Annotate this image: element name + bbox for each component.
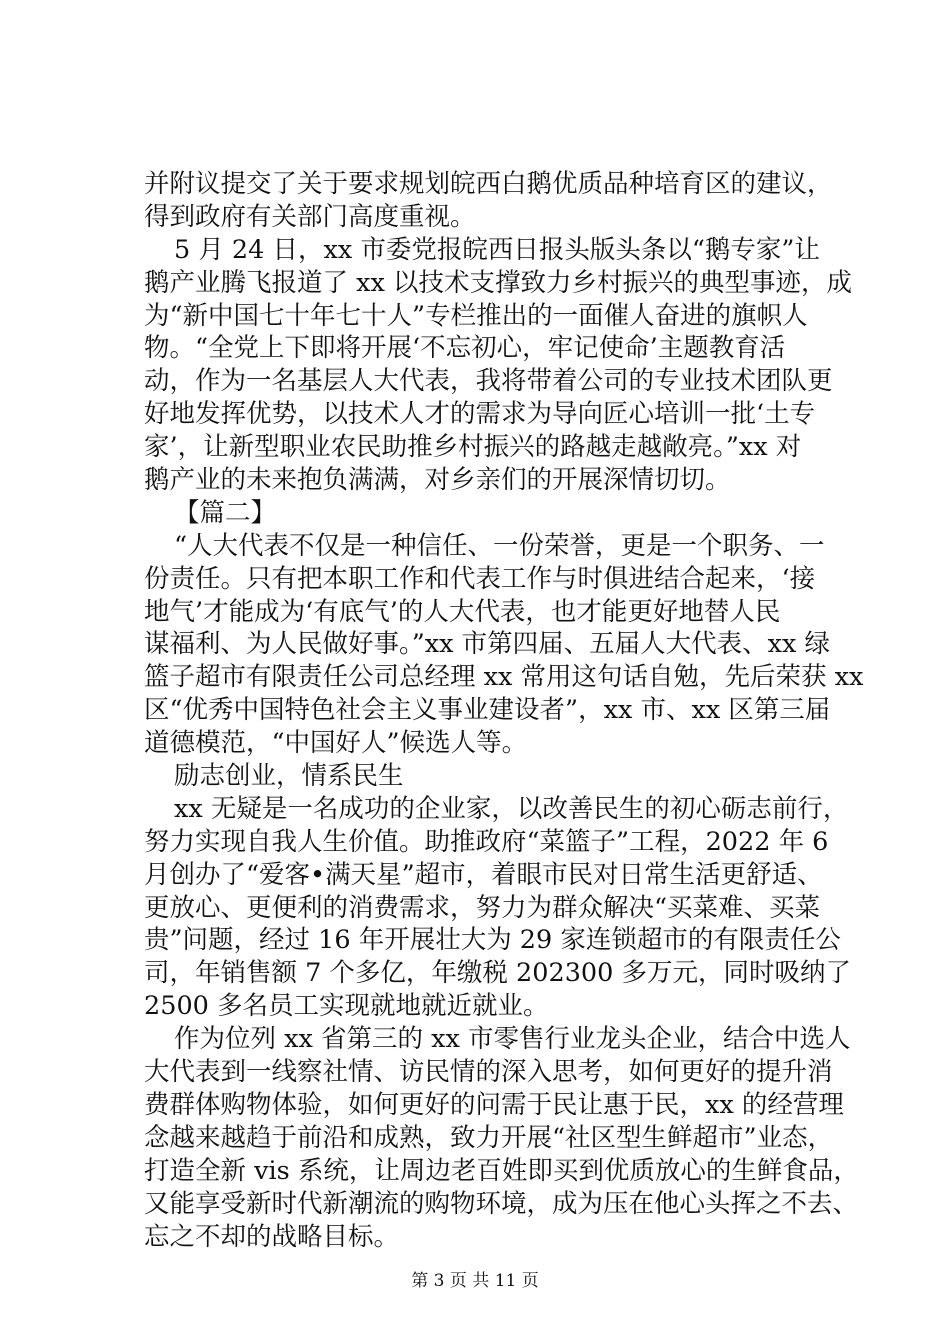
text-line: 家’，让新型职业农民助推乡村振兴的路越走越敞亮。”xx 对 <box>144 432 802 463</box>
document-body <box>144 168 864 1253</box>
text-line: 费群体购物体验，如何更好的问需于民让惠于民，xx 的经营理 <box>144 1089 844 1120</box>
text-line: 得到政府有关部门高度重视。 <box>144 201 476 232</box>
text-line: 忘之不却的战略目标。 <box>144 1221 400 1252</box>
subheading: 励志创业，情系民生 <box>174 761 404 792</box>
text-line: 司，年销售额 7 个多亿，年缴税 202300 多万元，同时吸纳了 <box>144 958 851 989</box>
text-line: 鹅产业腾飞报道了 xx 以技术支撑致力乡村振兴的典型事迹，成 <box>144 267 852 298</box>
text-line: 贵”问题，经过 16 年开展壮大为 29 家连锁超市的有限责任公 <box>144 925 841 956</box>
text-line: 念越来越趋于前沿和成熟，致力开展“社区型生鲜超市”业态， <box>144 1122 834 1153</box>
text-line: 更放心、更便利的消费需求，努力为群众解决“买菜难、买菜 <box>144 892 821 923</box>
text-line: 谋福利、为人民做好事。”xx 市第四届、五届人大代表、xx 绿 <box>144 629 831 660</box>
text-line: 2500 多名员工实现就地就近就业。 <box>144 991 549 1022</box>
text-line: “人大代表不仅是一种信任、一份荣誉，更是一个职务、一 <box>174 530 825 561</box>
text-line: 好地发挥优势，以技术人才的需求为导向匠心培训一批‘土专 <box>144 399 816 430</box>
text-line: xx 无疑是一名成功的企业家，以改善民生的初心砺志前行， <box>174 793 849 824</box>
text-line: 打造全新 vis 系统，让周边老百姓即买到优质放心的生鲜食品， <box>144 1155 859 1186</box>
text-line: 物。“全党上下即将开展‘不忘初心，牢记使命’主题教育活 <box>144 333 786 364</box>
text-line: 又能享受新时代新潮流的购物环境，成为压在他心头挥之不去、 <box>144 1188 859 1219</box>
text-line: 5 月 24 日，xx 市委党报皖西日报头版头条以“鹅专家”让 <box>174 234 820 265</box>
text-line: 份责任。只有把本职工作和代表工作与时俱进结合起来，‘接 <box>144 563 816 594</box>
text-line: 区“优秀中国特色社会主义事业建设者”，xx 市、xx 区第三届 <box>144 695 831 726</box>
text-line: 道德模范，“中国好人”候选人等。 <box>144 728 528 759</box>
text-line: 鹅产业的未来抱负满满，对乡亲们的开展深情切切。 <box>144 465 731 496</box>
text-line: 月创办了“爱客•满天星”超市，着眼市民对日常生活更舒适、 <box>144 859 823 890</box>
page-number-footer: 第 3 页 共 11 页 <box>411 1271 539 1291</box>
text-line: 地气’才能成为‘有底气’的人大代表，也才能更好地替人民 <box>144 596 781 627</box>
text-line: 动，作为一名基层人大代表，我将带着公司的专业技术团队更 <box>144 366 833 397</box>
text-line: 作为位列 xx 省第三的 xx 市零售行业龙头企业，结合中选人 <box>174 1024 851 1055</box>
text-line: 为“新中国七十年七十人”专栏推出的一面催人奋进的旗帜人 <box>144 300 808 331</box>
text-line: 努力实现自我人生价值。助推政府“菜篮子”工程，2022 年 6 <box>144 826 829 857</box>
section-heading: 【篇二】 <box>174 497 277 528</box>
text-line: 并附议提交了关于要求规划皖西白鹅优质品种培育区的建议， <box>144 169 833 199</box>
text-line: 大代表到一线察社情、访民情的深入思考，如何更好的提升消 <box>144 1057 833 1088</box>
text-line: 篮子超市有限责任公司总经理 xx 常用这句话自勉，先后荣获 xx <box>144 662 864 693</box>
